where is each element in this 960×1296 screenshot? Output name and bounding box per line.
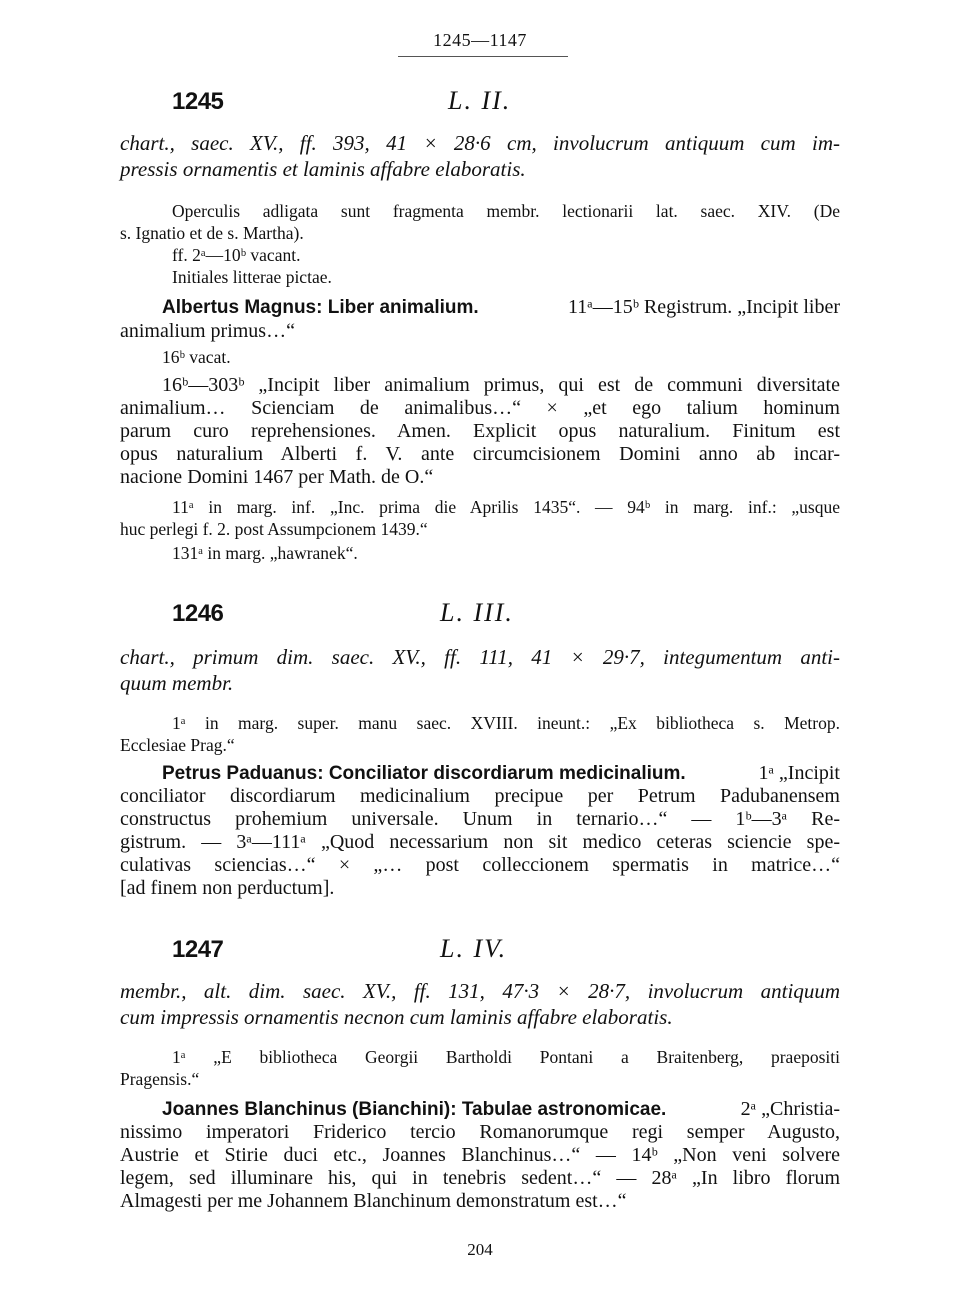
shelfmark-1247: L. IV. (440, 934, 508, 963)
work-1247-line5: Almagesti per me Johannem Blanchinum demonstratum est…“ (120, 1190, 627, 1212)
work-1247-line3: Austrie et Stirie duci etc., Joannes Blanchinus…“ — 14ᵇ „Non veni solvere (120, 1144, 840, 1166)
margin-note-1245-hawranek: 131ᵃ in marg. „hawranek“. (172, 543, 358, 563)
work-1246-line6: [ad finem non perductum]. (120, 877, 335, 899)
work-1246-text1: 1ᵃ „Incipit (758, 762, 840, 784)
author-title-1245: Albertus Magnus: Liber animalium. (162, 297, 479, 318)
note-1245-fragments: Operculis adligata sunt fragmenta membr. lectionarii lat. saec. XIV. (De (172, 201, 840, 221)
work-1246-line5: culativas sciencias…“ × „… post colleccionem spermatis in matrice…“ (120, 854, 840, 876)
note-1247-provenance-cont: Pragensis.“ (120, 1069, 200, 1089)
page-number: 204 (467, 1240, 493, 1259)
note-1245-vacant: ff. 2ᵃ—10ᵇ vacant. (172, 245, 301, 265)
work-1246-line3: constructus prohemium universale. Unum in ternario…“ — 1ᵇ—3ᵃ Re- (120, 808, 840, 830)
description-1246-line1: chart., primum dim. saec. XV., ff. 111, 41 × 29·7, integumentum anti- (120, 645, 840, 669)
work-1246-line4: gistrum. — 3ᵃ—111ᵃ „Quod necessarium non sit medico ceteras sciencie spe- (120, 831, 840, 853)
margin-note-1245-line1: 11ᵃ in marg. inf. „Inc. prima die Aprilis 1435“. — 94ᵇ in marg. inf.: „usque (172, 497, 840, 517)
work-1245-incipit-line3: parum curo reprehensiones. Amen. Explicit opus naturalium. Finitum est (120, 420, 840, 442)
author-title-1247: Joannes Blanchinus (Bianchini): Tabulae astronomicae. (162, 1099, 667, 1120)
note-1245-initials: Initiales litterae pictae. (172, 267, 332, 287)
work-1246-line2: conciliator discordiarum medicinalium precipue per Petrum Padubanensem (120, 785, 840, 807)
note-1245-16b: 16ᵇ vacat. (162, 347, 231, 367)
work-1245-incipit-line5: nacione Domini 1467 per Math. de O.“ (120, 466, 434, 488)
work-1245-incipit-line1: 16ᵇ—303ᵇ „Incipit liber animalium primus, qui est de communi diversitate (162, 374, 840, 396)
description-1247-line2: cum impressis ornamentis necnon cum laminis affabre elaboratis. (120, 1005, 673, 1029)
work-1247-line2: nissimo imperatori Friderico tercio Romanorumque regi semper Augusto, (120, 1121, 840, 1143)
margin-note-1245-line2: huc perlegi f. 2. post Assumpcionem 1439.“ (120, 519, 428, 539)
work-1247-line1 (162, 1098, 840, 1121)
entry-number-1245: 1245 (172, 88, 224, 115)
author-title-1246: Petrus Paduanus: Conciliator discordiarum medicinalium. (162, 763, 686, 784)
shelfmark-1246: L. III. (440, 598, 514, 627)
note-1246-provenance-cont: Ecclesiae Prag.“ (120, 735, 235, 755)
description-1246-line2: quum membr. (120, 671, 234, 695)
running-head: 1245—1147 (433, 30, 527, 50)
work-1245-incipit-line2: animalium… Scienciam de animalibus…“ × „et ego talium hominum (120, 397, 840, 419)
work-1245-text1: 11ᵃ—15ᵇ Registrum. „Incipit liber (568, 296, 840, 318)
note-1245-fragments-cont: s. Ignatio et de s. Martha). (120, 223, 304, 243)
work-1246-line1 (162, 762, 840, 785)
work-1245-incipit-line4: opus naturalium Alberti f. V. ante circumcisionem Domini anno ab incar- (120, 443, 840, 465)
note-1247-provenance: 1ᵃ „E bibliotheca Georgii Bartholdi Pontani a Braitenberg, praepositi (172, 1047, 840, 1067)
description-1247-line1: membr., alt. dim. saec. XV., ff. 131, 47·3 × 28·7, involucrum antiquum (120, 979, 840, 1003)
work-1245-line2: animalium primus…“ (120, 320, 295, 342)
entry-number-1247: 1247 (172, 936, 224, 963)
work-1247-line4: legem, sed illuminare his, qui in tenebris sedent…“ — 28ᵃ „In libro florum (120, 1167, 840, 1189)
note-1246-provenance: 1ᵃ in marg. super. manu saec. XVIII. ineunt.: „Ex bibliotheca s. Metrop. (172, 713, 840, 733)
description-1245-line2: pressis ornamentis et laminis affabre elaboratis. (120, 157, 526, 181)
entry-number-1246: 1246 (172, 600, 224, 627)
work-1247-text1: 2ᵃ „Christia- (740, 1098, 840, 1120)
header-rule (398, 56, 568, 57)
shelfmark-1245: L. II. (448, 86, 512, 115)
description-1245-line1: chart., saec. XV., ff. 393, 41 × 28·6 cm, involucrum antiquum cum im- (120, 131, 840, 155)
work-1245-line1 (162, 296, 840, 319)
